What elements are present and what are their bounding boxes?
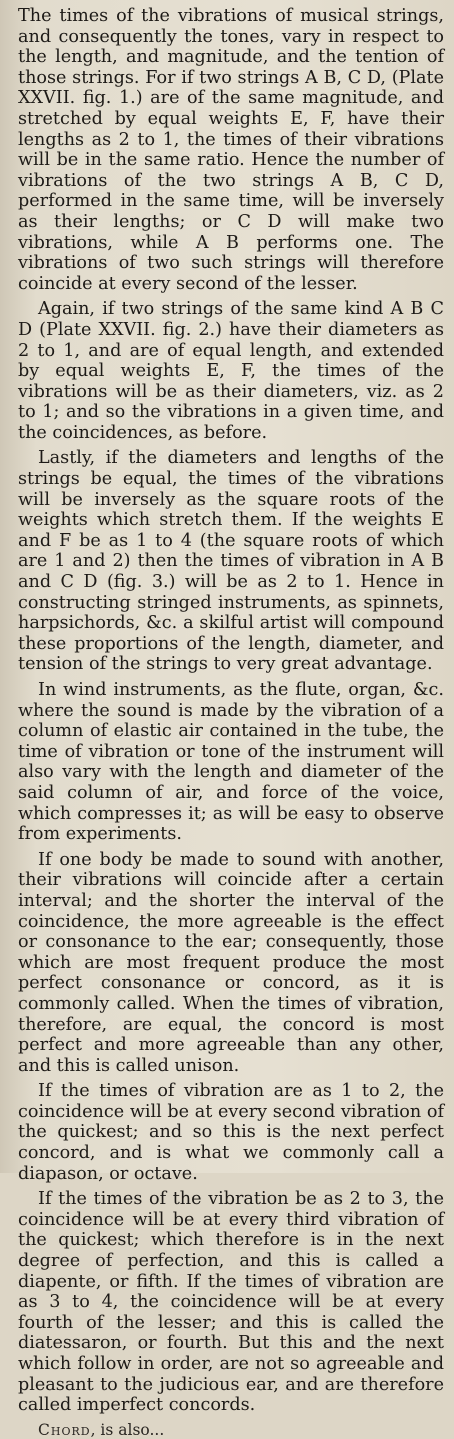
paragraph-wind-instruments: In wind instruments, as the flute, organ, &c. where the sound is made by the vibration of a column of elastic air contained in the tube, the time of vibration or tone of the instrument will also vary with the length and diameter of the said column of air, and force of the voice, which compresses it; as will be easy to observe from experiments. <box>18 680 444 845</box>
paragraph-fifth-fourth: If the times of the vibration be as 2 to 3, the coincidence will be at every third vibration of the quickest; which therefore is in the next degree of perfection, and this is called a diapente, or fifth. If the times of vibration are as 3 to 4, the coincidence will be at every fourth of the lesser; and this is called the diatessaron, or fourth. But this and the next which follow in order, are not so agreeable and pleasant to the judicious ear, and are therefore called imperfect concords. <box>18 1189 444 1416</box>
cut-off-line <box>18 1420 444 1439</box>
paragraph-string-vibrations: The times of the vibrations of musical strings, and consequently the tones, vary in respect to the length, and magnitude, and the tention of those strings. For if two strings A B, C D, (Plate XXVII. fig. 1.) are of the same magnitude, and stretched by equal weights E, F, have their lengths as 2 to 1, the times of their vibrations will be in the same ratio. Hence the number of vibrations of the two strings A B, C D, performed in the same time, will be inversely as their lengths; or C D will make two vibrations, while A B performs one. The vibrations of two such strings will therefore coincide at every second of the lesser. <box>18 6 444 294</box>
paragraph-string-diameters: Again, if two strings of the same kind A B C D (Plate XXVII. fig. 2.) have their diameters as 2 to 1, and are of equal length, and extended by equal weights E, F, the times of the vibrations will be as their diameters, viz. as 2 to 1; and so the vibrations in a given time, and the coincidences, as before. <box>18 299 444 443</box>
chord-heading: Chord <box>38 1420 91 1439</box>
paragraph-square-roots: Lastly, if the diameters and lengths of the strings be equal, the times of the vibrations will be inversely as the square roots of the weights which stretch them. If the weights E and F be as 1 to 4 (the square roots of which are 1 and 2) then the times of vibration in A B and C D (fig. 3.) will be as 2 to 1. Hence in constructing stringed instruments, as spinnets, harpsichords, &c. a skilful artist will compound these proportions of the length, diameter, and tension of the strings to very great advantage. <box>18 448 444 675</box>
paragraph-octave: If the times of vibration are as 1 to 2, the coincidence will be at every second vibration of the quickest; and so this is the next perfect concord, and is what we commonly call a diapason, or octave. <box>18 1081 444 1184</box>
paragraph-consonance: If one body be made to sound with another, their vibrations will coincide after a certain interval; and the shorter the interval of the coincidence, the more agreeable is the effect or consonance to the ear; consequently, those which are most frequent produce the most perfect consonance or concord, as it is commonly called. When the times of vibration, therefore, are equal, the concord is most perfect and more agreeable than any other, and this is called unison. <box>18 849 444 1076</box>
cut-off-text: , is also... <box>90 1420 165 1439</box>
